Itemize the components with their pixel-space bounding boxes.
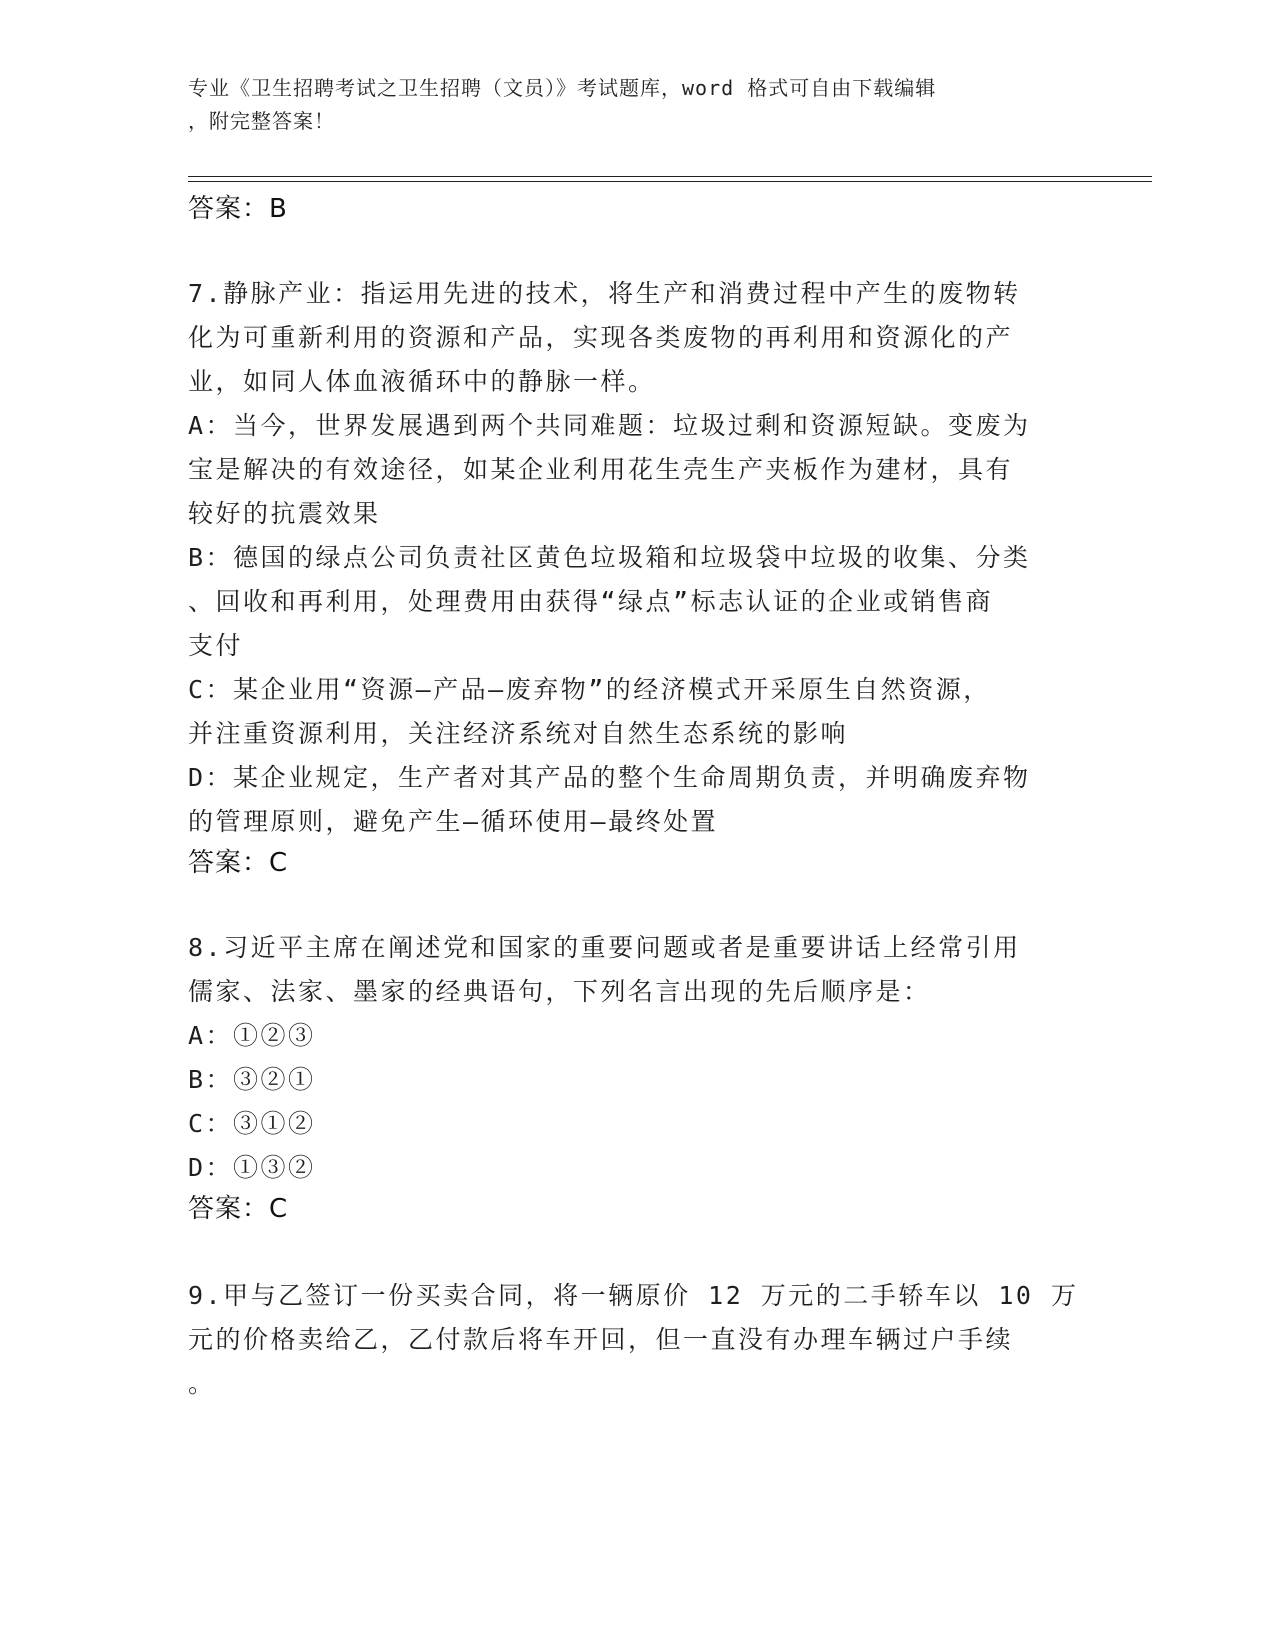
q8-stem-line-2: 儒家、法家、墨家的经典语句，下列名言出现的先后顺序是： bbox=[188, 977, 931, 1006]
header-line-1: 专业《卫生招聘考试之卫生招聘（文员）》考试题库，word 格式可自由下载编辑 bbox=[188, 76, 937, 100]
q7-option-a-line-2: 宝是解决的有效途径，如某企业利用花生壳生产夹板作为建材，具有 bbox=[188, 455, 1014, 484]
q9-stem-line-2: 元的价格卖给乙，乙付款后将车开回，但一直没有办理车辆过户手续 bbox=[188, 1325, 1014, 1354]
q7-stem-line-3: 业，如同人体血液循环中的静脉一样。 bbox=[188, 367, 656, 396]
q7-option-b-line-2: 、回收和再利用，处理费用由获得“绿点”标志认证的企业或销售商 bbox=[188, 587, 994, 616]
header-rule-top bbox=[188, 176, 1152, 177]
q7-answer: 答案：C bbox=[188, 848, 289, 878]
document-header bbox=[188, 72, 1068, 138]
header-rule-bottom bbox=[188, 181, 1152, 182]
header-line-2: ，附完整答案！ bbox=[188, 109, 335, 133]
q7-option-b-line-1: B：德国的绿点公司负责社区黄色垃圾箱和垃圾袋中垃圾的收集、分类 bbox=[188, 543, 1031, 572]
q7-option-c-line-2: 并注重资源利用，关注经济系统对自然生态系统的影响 bbox=[188, 719, 849, 748]
q7-stem-line-1: 7.静脉产业：指运用先进的技术，将生产和消费过程中产生的废物转 bbox=[188, 279, 1021, 308]
q8-option-a: A：①②③ bbox=[188, 1021, 316, 1050]
q8-option-b: B：③②① bbox=[188, 1065, 316, 1094]
q6-answer: 答案：B bbox=[188, 194, 288, 224]
q8-answer: 答案：C bbox=[188, 1194, 289, 1224]
q7-option-a-line-1: A：当今，世界发展遇到两个共同难题：垃圾过剩和资源短缺。变废为 bbox=[188, 411, 1031, 440]
q8-option-c: C：③①② bbox=[188, 1109, 316, 1138]
q7-option-c-line-1: C：某企业用“资源—产品—废弃物”的经济模式开采原生自然资源， bbox=[188, 675, 991, 704]
q7-stem-line-2: 化为可重新利用的资源和产品，实现各类废物的再利用和资源化的产 bbox=[188, 323, 1014, 352]
q9-stem-line-1: 9.甲与乙签订一份买卖合同，将一辆原价 12 万元的二手轿车以 10 万 bbox=[188, 1281, 1079, 1310]
q8-option-d: D：①③② bbox=[188, 1153, 316, 1182]
q7-option-a-line-3: 较好的抗震效果 bbox=[188, 499, 381, 528]
q7-option-d-line-1: D：某企业规定，生产者对其产品的整个生命周期负责，并明确废弃物 bbox=[188, 763, 1031, 792]
q9-stem-line-3: 。 bbox=[188, 1369, 216, 1398]
q8-stem-line-1: 8.习近平主席在阐述党和国家的重要问题或者是重要讲话上经常引用 bbox=[188, 933, 1021, 962]
q7-option-b-line-3: 支付 bbox=[188, 631, 244, 660]
q7-option-d-line-2: 的管理原则，避免产生—循环使用—最终处置 bbox=[188, 807, 719, 836]
